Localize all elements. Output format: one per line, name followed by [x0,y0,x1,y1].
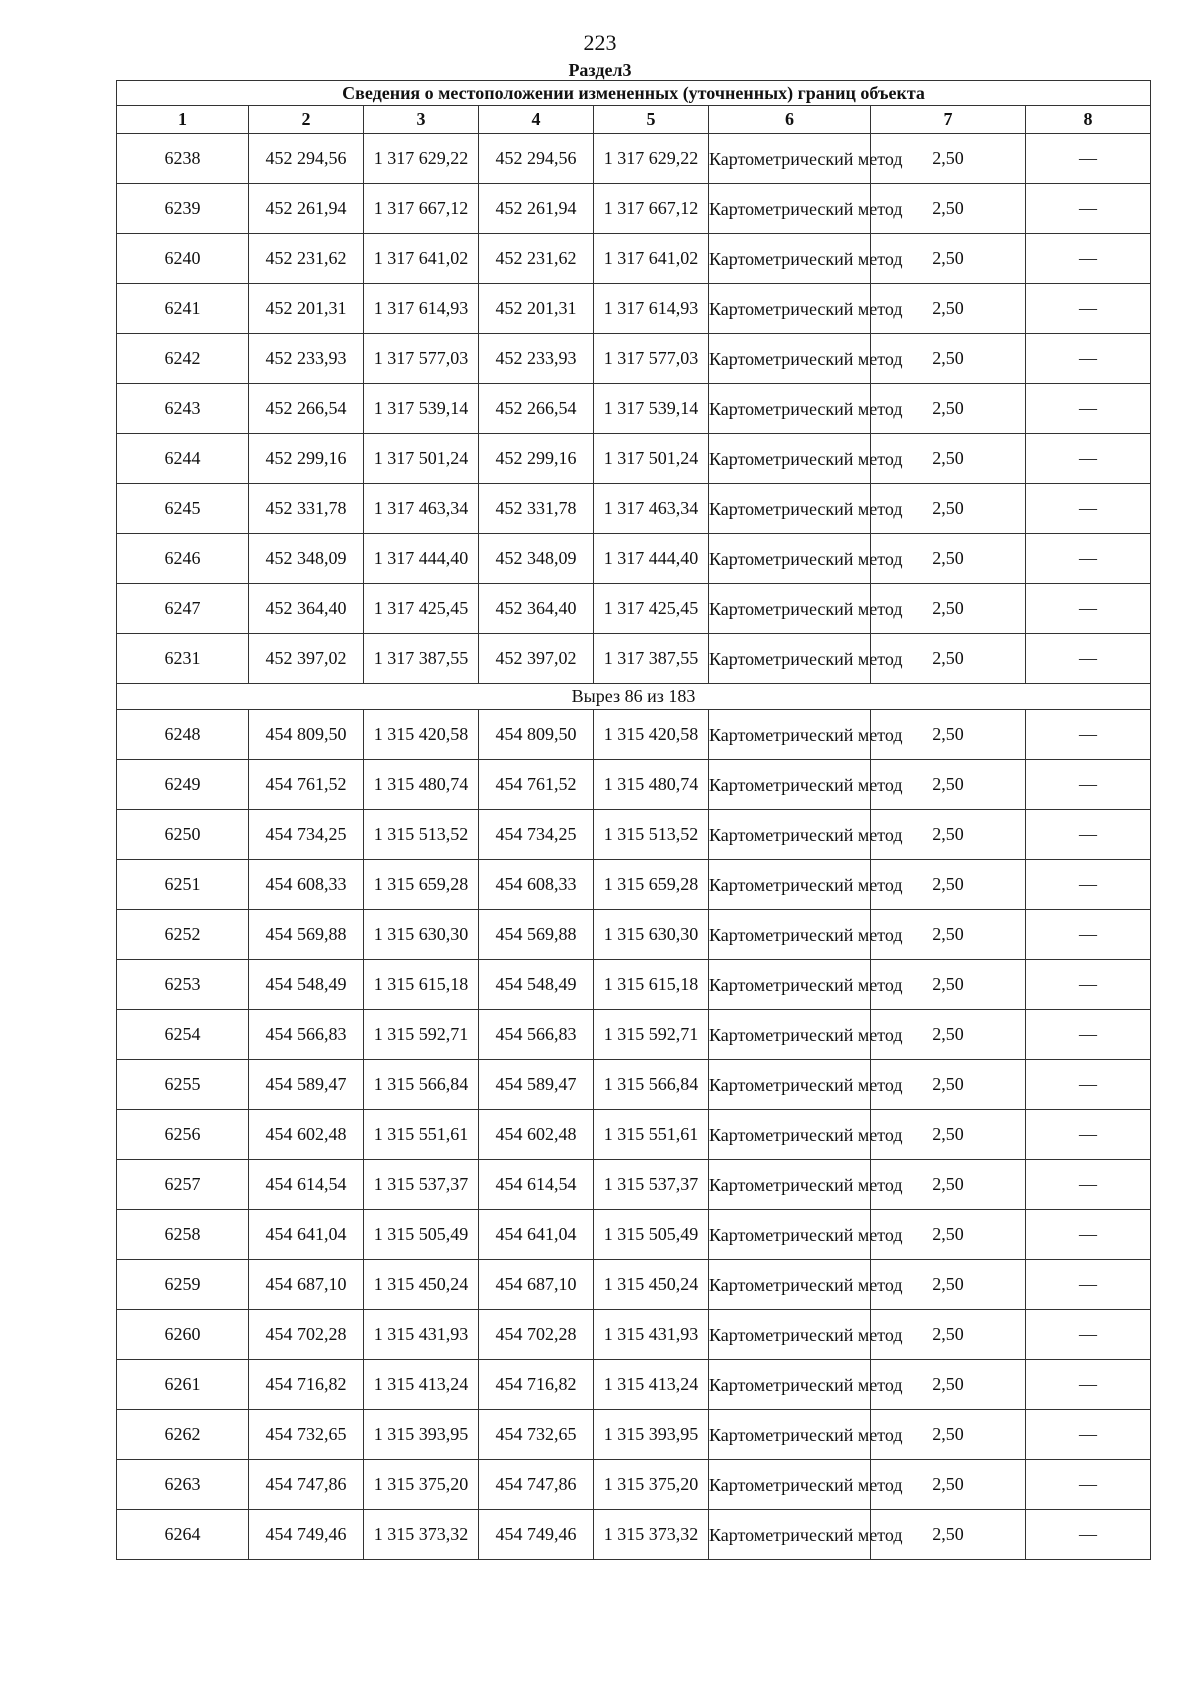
accuracy-cell: 2,50 [871,584,1026,634]
method-cell: Картометрический метод [709,284,871,334]
accuracy-cell: 2,50 [871,284,1026,334]
method-cell: Картометрический метод [709,1010,871,1060]
new-x-cell: 452 364,40 [479,584,594,634]
point-number-cell: 6260 [117,1310,249,1360]
point-number-cell: 6249 [117,760,249,810]
new-x-cell: 452 233,93 [479,334,594,384]
point-number-cell: 6252 [117,910,249,960]
accuracy-cell: 2,50 [871,384,1026,434]
note-cell: — [1026,910,1151,960]
table-row [117,634,1151,684]
method-cell: Картометрический метод [709,384,871,434]
existing-x-cell: 452 233,93 [249,334,364,384]
table-row [117,1260,1151,1310]
accuracy-cell: 2,50 [871,1310,1026,1360]
coordinates-table [116,80,1151,1560]
accuracy-cell: 2,50 [871,1110,1026,1160]
note-cell: — [1026,134,1151,184]
note-cell: — [1026,634,1151,684]
note-cell: — [1026,534,1151,584]
table-row [117,1010,1151,1060]
existing-x-cell: 454 732,65 [249,1410,364,1460]
existing-y-cell: 1 315 450,24 [364,1260,479,1310]
accuracy-cell: 2,50 [871,234,1026,284]
existing-y-cell: 1 315 413,24 [364,1360,479,1410]
new-y-cell: 1 317 463,34 [594,484,709,534]
note-cell: — [1026,960,1151,1010]
new-x-cell: 454 702,28 [479,1310,594,1360]
existing-y-cell: 1 317 387,55 [364,634,479,684]
existing-x-cell: 452 348,09 [249,534,364,584]
accuracy-cell: 2,50 [871,710,1026,760]
existing-y-cell: 1 315 375,20 [364,1460,479,1510]
table-row [117,910,1151,960]
existing-y-cell: 1 315 566,84 [364,1060,479,1110]
new-x-cell: 452 261,94 [479,184,594,234]
point-number-cell: 6255 [117,1060,249,1110]
point-number-cell: 6254 [117,1010,249,1060]
point-number-cell: 6251 [117,860,249,910]
method-cell: Картометрический метод [709,1210,871,1260]
existing-x-cell: 454 602,48 [249,1110,364,1160]
table-row [117,234,1151,284]
new-y-cell: 1 315 373,32 [594,1510,709,1560]
note-cell: — [1026,434,1151,484]
existing-y-cell: 1 317 667,12 [364,184,479,234]
new-y-cell: 1 315 592,71 [594,1010,709,1060]
note-cell: — [1026,710,1151,760]
existing-x-cell: 454 747,86 [249,1460,364,1510]
accuracy-cell: 2,50 [871,1160,1026,1210]
existing-x-cell: 452 231,62 [249,234,364,284]
new-x-cell: 454 602,48 [479,1110,594,1160]
note-cell: — [1026,1360,1151,1410]
new-x-cell: 454 809,50 [479,710,594,760]
new-y-cell: 1 315 566,84 [594,1060,709,1110]
existing-y-cell: 1 317 614,93 [364,284,479,334]
note-cell: — [1026,1160,1151,1210]
existing-x-cell: 452 266,54 [249,384,364,434]
column-header: 1 [117,106,249,134]
accuracy-cell: 2,50 [871,334,1026,384]
point-number-cell: 6247 [117,584,249,634]
existing-x-cell: 452 294,56 [249,134,364,184]
existing-x-cell: 454 761,52 [249,760,364,810]
column-header: 8 [1026,106,1151,134]
note-cell: — [1026,810,1151,860]
new-y-cell: 1 315 505,49 [594,1210,709,1260]
table-row [117,184,1151,234]
table-row [117,1210,1151,1260]
existing-x-cell: 454 716,82 [249,1360,364,1410]
new-x-cell: 454 716,82 [479,1360,594,1410]
table-row [117,534,1151,584]
table-row [117,1510,1151,1560]
new-y-cell: 1 317 641,02 [594,234,709,284]
method-cell: Картометрический метод [709,134,871,184]
section-title: Раздел3 [568,60,632,80]
method-cell: Картометрический метод [709,710,871,760]
existing-x-cell: 452 201,31 [249,284,364,334]
point-number-cell: 6258 [117,1210,249,1260]
existing-x-cell: 454 608,33 [249,860,364,910]
column-header: 7 [871,106,1026,134]
point-number-cell: 6231 [117,634,249,684]
page-number: 223 [583,30,617,55]
accuracy-cell: 2,50 [871,1260,1026,1310]
table-row [117,434,1151,484]
existing-x-cell: 454 702,28 [249,1310,364,1360]
existing-x-cell: 454 548,49 [249,960,364,1010]
note-cell: — [1026,1310,1151,1360]
new-y-cell: 1 317 539,14 [594,384,709,434]
table-row [117,710,1151,760]
point-number-cell: 6248 [117,710,249,760]
existing-y-cell: 1 317 501,24 [364,434,479,484]
new-y-cell: 1 315 431,93 [594,1310,709,1360]
point-number-cell: 6242 [117,334,249,384]
new-y-cell: 1 315 413,24 [594,1360,709,1410]
existing-y-cell: 1 315 431,93 [364,1310,479,1360]
method-cell: Картометрический метод [709,960,871,1010]
existing-y-cell: 1 315 592,71 [364,1010,479,1060]
existing-x-cell: 454 809,50 [249,710,364,760]
table-row [117,1110,1151,1160]
new-x-cell: 454 734,25 [479,810,594,860]
table-caption: Сведения о местоположении измененных (уточненных) границ объекта [117,81,1151,106]
note-cell: — [1026,1510,1151,1560]
point-number-cell: 6256 [117,1110,249,1160]
new-x-cell: 452 331,78 [479,484,594,534]
point-number-cell: 6239 [117,184,249,234]
table-row [117,1360,1151,1410]
new-y-cell: 1 315 630,30 [594,910,709,960]
new-y-cell: 1 315 659,28 [594,860,709,910]
method-cell: Картометрический метод [709,634,871,684]
existing-y-cell: 1 317 629,22 [364,134,479,184]
point-number-cell: 6262 [117,1410,249,1460]
accuracy-cell: 2,50 [871,760,1026,810]
note-cell: — [1026,1260,1151,1310]
column-header: 6 [709,106,871,134]
new-x-cell: 454 589,47 [479,1060,594,1110]
accuracy-cell: 2,50 [871,910,1026,960]
new-x-cell: 454 749,46 [479,1510,594,1560]
accuracy-cell: 2,50 [871,1210,1026,1260]
accuracy-cell: 2,50 [871,1410,1026,1460]
existing-y-cell: 1 315 505,49 [364,1210,479,1260]
new-y-cell: 1 315 450,24 [594,1260,709,1310]
new-x-cell: 452 294,56 [479,134,594,184]
table-row [117,584,1151,634]
existing-x-cell: 454 641,04 [249,1210,364,1260]
accuracy-cell: 2,50 [871,484,1026,534]
new-x-cell: 452 231,62 [479,234,594,284]
existing-y-cell: 1 317 444,40 [364,534,479,584]
new-x-cell: 454 747,86 [479,1460,594,1510]
accuracy-cell: 2,50 [871,810,1026,860]
new-y-cell: 1 315 551,61 [594,1110,709,1160]
accuracy-cell: 2,50 [871,634,1026,684]
method-cell: Картометрический метод [709,1260,871,1310]
existing-y-cell: 1 315 373,32 [364,1510,479,1560]
new-x-cell: 454 608,33 [479,860,594,910]
existing-y-cell: 1 317 641,02 [364,234,479,284]
existing-x-cell: 452 331,78 [249,484,364,534]
column-header: 5 [594,106,709,134]
point-number-cell: 6241 [117,284,249,334]
table-row [117,384,1151,434]
method-cell: Картометрический метод [709,184,871,234]
accuracy-cell: 2,50 [871,134,1026,184]
point-number-cell: 6257 [117,1160,249,1210]
existing-y-cell: 1 315 513,52 [364,810,479,860]
table-row [117,334,1151,384]
new-y-cell: 1 317 629,22 [594,134,709,184]
new-x-cell: 454 761,52 [479,760,594,810]
section-label: Вырез 86 из 183 [117,684,1151,710]
table-row [117,1060,1151,1110]
new-y-cell: 1 317 387,55 [594,634,709,684]
existing-x-cell: 454 687,10 [249,1260,364,1310]
new-y-cell: 1 315 615,18 [594,960,709,1010]
point-number-cell: 6238 [117,134,249,184]
new-x-cell: 454 687,10 [479,1260,594,1310]
method-cell: Картометрический метод [709,1510,871,1560]
method-cell: Картометрический метод [709,434,871,484]
method-cell: Картометрический метод [709,1360,871,1410]
table-caption-row [117,81,1151,106]
existing-x-cell: 454 589,47 [249,1060,364,1110]
accuracy-cell: 2,50 [871,184,1026,234]
note-cell: — [1026,384,1151,434]
existing-y-cell: 1 317 463,34 [364,484,479,534]
method-cell: Картометрический метод [709,234,871,284]
new-y-cell: 1 317 425,45 [594,584,709,634]
point-number-cell: 6264 [117,1510,249,1560]
table-row [117,284,1151,334]
existing-y-cell: 1 317 577,03 [364,334,479,384]
section-label-row [117,684,1151,710]
new-y-cell: 1 315 513,52 [594,810,709,860]
point-number-cell: 6245 [117,484,249,534]
table-row [117,134,1151,184]
new-x-cell: 454 566,83 [479,1010,594,1060]
method-cell: Картометрический метод [709,1460,871,1510]
new-y-cell: 1 315 375,20 [594,1460,709,1510]
point-number-cell: 6259 [117,1260,249,1310]
new-y-cell: 1 315 537,37 [594,1160,709,1210]
accuracy-cell: 2,50 [871,1010,1026,1060]
new-y-cell: 1 315 420,58 [594,710,709,760]
new-x-cell: 452 397,02 [479,634,594,684]
method-cell: Картометрический метод [709,760,871,810]
method-cell: Картометрический метод [709,860,871,910]
point-number-cell: 6243 [117,384,249,434]
point-number-cell: 6250 [117,810,249,860]
note-cell: — [1026,1110,1151,1160]
existing-y-cell: 1 315 659,28 [364,860,479,910]
method-cell: Картометрический метод [709,1410,871,1460]
accuracy-cell: 2,50 [871,960,1026,1010]
point-number-cell: 6253 [117,960,249,1010]
note-cell: — [1026,1410,1151,1460]
method-cell: Картометрический метод [709,1160,871,1210]
column-header: 2 [249,106,364,134]
note-cell: — [1026,1460,1151,1510]
new-y-cell: 1 317 667,12 [594,184,709,234]
new-x-cell: 452 201,31 [479,284,594,334]
accuracy-cell: 2,50 [871,1360,1026,1410]
column-header-row [117,106,1151,134]
note-cell: — [1026,1010,1151,1060]
new-y-cell: 1 315 393,95 [594,1410,709,1460]
existing-y-cell: 1 315 615,18 [364,960,479,1010]
note-cell: — [1026,484,1151,534]
existing-y-cell: 1 315 630,30 [364,910,479,960]
new-x-cell: 454 641,04 [479,1210,594,1260]
point-number-cell: 6246 [117,534,249,584]
new-y-cell: 1 317 614,93 [594,284,709,334]
accuracy-cell: 2,50 [871,434,1026,484]
accuracy-cell: 2,50 [871,1510,1026,1560]
method-cell: Картометрический метод [709,1110,871,1160]
method-cell: Картометрический метод [709,484,871,534]
note-cell: — [1026,334,1151,384]
existing-y-cell: 1 315 420,58 [364,710,479,760]
note-cell: — [1026,584,1151,634]
point-number-cell: 6240 [117,234,249,284]
new-x-cell: 454 548,49 [479,960,594,1010]
point-number-cell: 6244 [117,434,249,484]
existing-y-cell: 1 315 551,61 [364,1110,479,1160]
method-cell: Картометрический метод [709,1310,871,1360]
new-x-cell: 454 732,65 [479,1410,594,1460]
note-cell: — [1026,234,1151,284]
table-row [117,810,1151,860]
table-row [117,1460,1151,1510]
table-row [117,1160,1151,1210]
column-header: 3 [364,106,479,134]
existing-x-cell: 454 749,46 [249,1510,364,1560]
existing-x-cell: 454 566,83 [249,1010,364,1060]
table-row [117,960,1151,1010]
method-cell: Картометрический метод [709,584,871,634]
existing-y-cell: 1 317 539,14 [364,384,479,434]
note-cell: — [1026,860,1151,910]
new-y-cell: 1 317 444,40 [594,534,709,584]
new-x-cell: 454 569,88 [479,910,594,960]
accuracy-cell: 2,50 [871,1060,1026,1110]
new-x-cell: 454 614,54 [479,1160,594,1210]
table-row [117,760,1151,810]
note-cell: — [1026,1060,1151,1110]
existing-x-cell: 452 397,02 [249,634,364,684]
column-header: 4 [479,106,594,134]
existing-x-cell: 452 364,40 [249,584,364,634]
note-cell: — [1026,760,1151,810]
existing-x-cell: 454 614,54 [249,1160,364,1210]
new-x-cell: 452 299,16 [479,434,594,484]
point-number-cell: 6263 [117,1460,249,1510]
method-cell: Картометрический метод [709,334,871,384]
new-x-cell: 452 266,54 [479,384,594,434]
existing-x-cell: 452 299,16 [249,434,364,484]
method-cell: Картометрический метод [709,1060,871,1110]
existing-x-cell: 454 569,88 [249,910,364,960]
new-x-cell: 452 348,09 [479,534,594,584]
new-y-cell: 1 317 501,24 [594,434,709,484]
table-row [117,1410,1151,1460]
existing-y-cell: 1 315 480,74 [364,760,479,810]
accuracy-cell: 2,50 [871,860,1026,910]
existing-y-cell: 1 315 537,37 [364,1160,479,1210]
point-number-cell: 6261 [117,1360,249,1410]
note-cell: — [1026,284,1151,334]
accuracy-cell: 2,50 [871,1460,1026,1510]
method-cell: Картометрический метод [709,910,871,960]
table-row [117,484,1151,534]
table-row [117,1310,1151,1360]
existing-x-cell: 454 734,25 [249,810,364,860]
table-row [117,860,1151,910]
existing-y-cell: 1 315 393,95 [364,1410,479,1460]
accuracy-cell: 2,50 [871,534,1026,584]
note-cell: — [1026,184,1151,234]
method-cell: Картометрический метод [709,810,871,860]
existing-x-cell: 452 261,94 [249,184,364,234]
new-y-cell: 1 317 577,03 [594,334,709,384]
new-y-cell: 1 315 480,74 [594,760,709,810]
existing-y-cell: 1 317 425,45 [364,584,479,634]
method-cell: Картометрический метод [709,534,871,584]
note-cell: — [1026,1210,1151,1260]
